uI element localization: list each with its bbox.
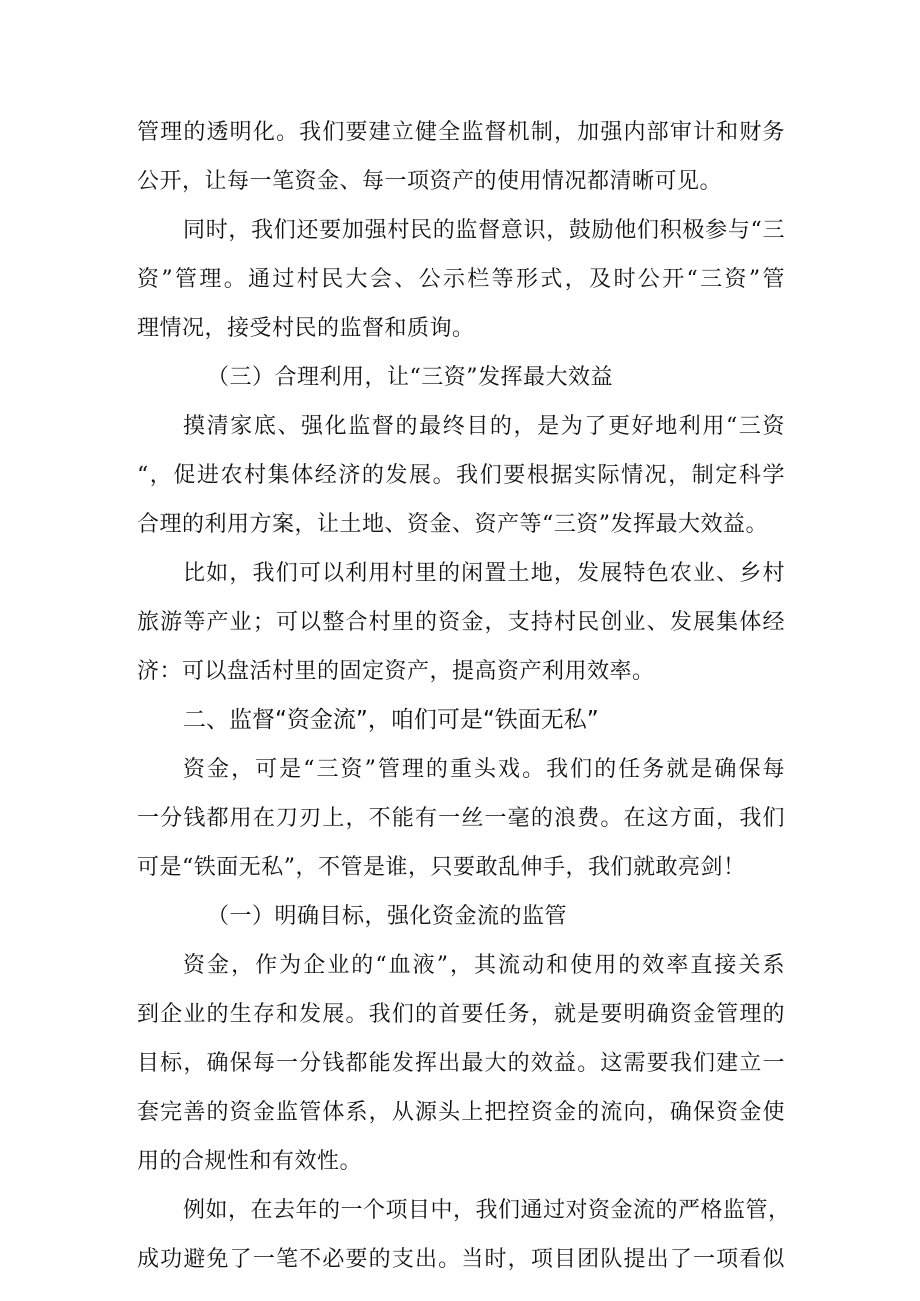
paragraph-line: 理情况，接受村民的监督和质询。 bbox=[137, 316, 475, 341]
paragraph-line: 同时，我们还要加强村民的监督意识，鼓励他们积极参与“三 bbox=[183, 218, 785, 243]
paragraph-line: 济：可以盘活村里的固定资产，提高资产利用效率。 bbox=[137, 659, 655, 684]
section-subheading: （一）明确目标，强化资金流的监管 bbox=[207, 904, 568, 929]
paragraph-line: “，促进农村集体经济的发展。我们要根据实际情况，制定科学 bbox=[137, 463, 785, 488]
paragraph-line: 用的合规性和有效性。 bbox=[137, 1149, 363, 1174]
paragraph-line: 旅游等产业；可以整合村里的资金，支持村民创业、发展集体经 bbox=[137, 610, 785, 635]
document-body bbox=[137, 108, 791, 1284]
paragraph-line: 可是“铁面无私”，不管是谁，只要敢乱伸手，我们就敢亮剑！ bbox=[137, 855, 746, 880]
paragraph-line: 套完善的资金监管体系，从源头上把控资金的流向，确保资金使 bbox=[137, 1100, 785, 1125]
paragraph-line: 到企业的生存和发展。我们的首要任务，就是要明确资金管理的 bbox=[137, 1002, 785, 1027]
paragraph-line: 公开，让每一笔资金、每一项资产的使用情况都清晰可见。 bbox=[137, 169, 723, 194]
paragraph-line: 资”管理。通过村民大会、公示栏等形式，及时公开“三资”管 bbox=[137, 267, 785, 292]
paragraph-line: 比如，我们可以利用村里的闲置土地，发展特色农业、乡村 bbox=[183, 561, 785, 586]
paragraph-line: 摸清家底、强化监督的最终目的，是为了更好地利用“三资 bbox=[183, 414, 785, 439]
section-heading: 二、监督“资金流”，咱们可是“铁面无私” bbox=[183, 707, 599, 733]
paragraph-line: 目标，确保每一分钱都能发挥出最大的效益。这需要我们建立一 bbox=[137, 1051, 785, 1076]
section-subheading: （三）合理利用，让“三资”发挥最大效益 bbox=[207, 365, 613, 390]
paragraph-line: 资金，作为企业的“血液”，其流动和使用的效率直接关系 bbox=[183, 953, 785, 978]
paragraph-line: 例如，在去年的一个项目中，我们通过对资金流的严格监管， bbox=[183, 1198, 791, 1223]
paragraph-line: 管理的透明化。我们要建立健全监督机制，加强内部审计和财务 bbox=[137, 120, 785, 145]
paragraph-line: 合理的利用方案，让土地、资金、资产等“三资”发挥最大效益。 bbox=[137, 512, 768, 537]
paragraph-line: 一分钱都用在刀刃上，不能有一丝一毫的浪费。在这方面，我们 bbox=[137, 806, 785, 831]
paragraph-line: 资金，可是“三资”管理的重头戏。我们的任务就是确保每 bbox=[183, 757, 785, 782]
paragraph-line: 成功避免了一笔不必要的支出。当时，项目团队提出了一项看似 bbox=[137, 1247, 785, 1272]
